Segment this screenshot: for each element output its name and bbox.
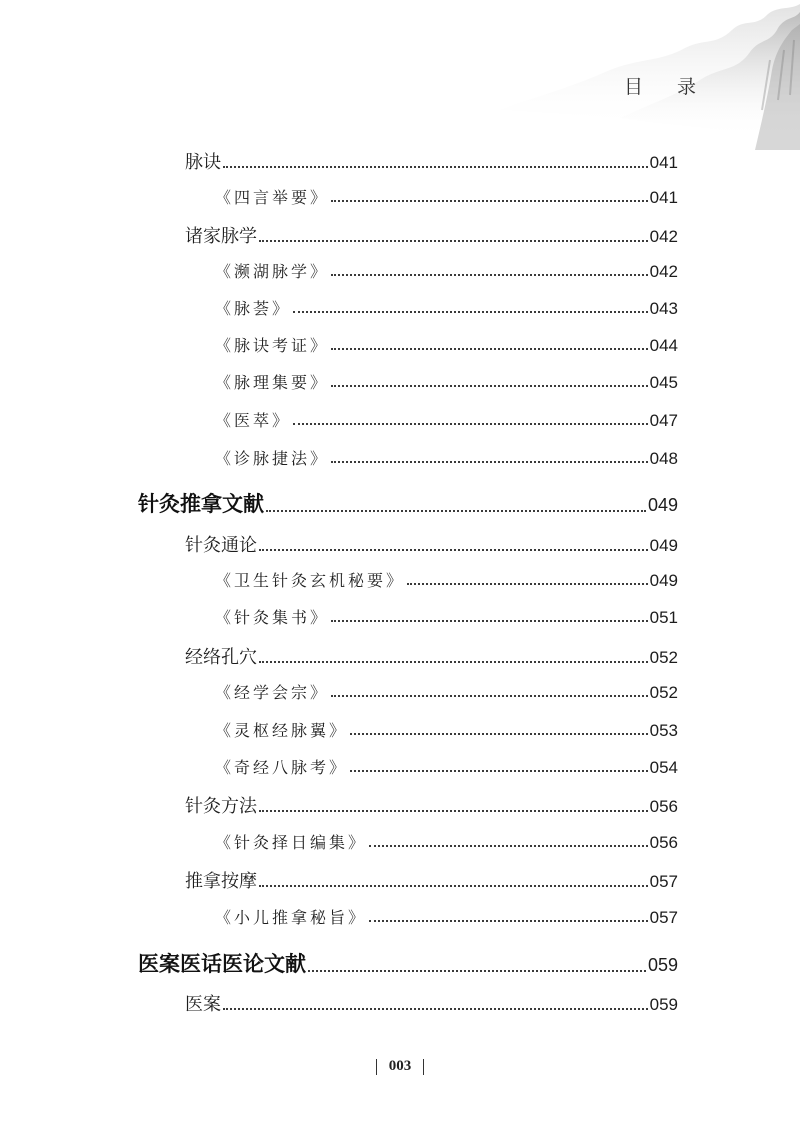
toc-book-entry[interactable] <box>215 408 678 431</box>
toc-entry-title: 医案医话医论文献 <box>138 952 306 976</box>
toc-entry-page-number: 045 <box>649 373 678 392</box>
toc-entry-page-number: 054 <box>649 758 678 777</box>
toc-entry-page-number: 049 <box>649 536 678 555</box>
toc-book-entry[interactable] <box>215 185 678 208</box>
toc-dot-leader <box>331 695 648 697</box>
toc-dot-leader <box>369 845 648 847</box>
toc-entry-title: 《医萃》 <box>215 411 292 430</box>
toc-dot-leader <box>407 583 648 585</box>
toc-book-entry[interactable] <box>215 370 678 393</box>
toc-dot-leader <box>331 274 648 276</box>
toc-entry-title: 《脉诀考证》 <box>215 336 330 355</box>
toc-subsection-entry[interactable] <box>185 990 678 1016</box>
toc-entry-page-number: 048 <box>649 449 678 468</box>
toc-dot-leader <box>293 423 648 425</box>
toc-dot-leader <box>259 810 648 812</box>
toc-entry-title: 医案 <box>185 994 221 1015</box>
toc-dot-leader <box>266 510 646 512</box>
toc-book-entry[interactable] <box>215 568 678 591</box>
toc-entry-page-number: 056 <box>649 833 678 852</box>
toc-book-entry[interactable] <box>215 605 678 628</box>
toc-subsection-entry[interactable] <box>185 792 678 818</box>
toc-book-entry[interactable] <box>215 680 678 703</box>
toc-entry-title: 《诊脉捷法》 <box>215 449 330 468</box>
toc-book-entry[interactable] <box>215 296 678 319</box>
header-title: 目 录 <box>624 76 711 98</box>
toc-entry-title: 《灵枢经脉翼》 <box>215 721 349 740</box>
toc-dot-leader <box>331 385 648 387</box>
toc-entry-page-number: 041 <box>649 153 678 172</box>
toc-entry-page-number: 052 <box>649 683 678 702</box>
toc-entry-page-number: 049 <box>647 495 678 515</box>
toc-book-entry[interactable] <box>215 905 678 928</box>
page-number: 003 <box>388 1058 412 1074</box>
toc-entry-title: 《卫生针灸玄机秘要》 <box>215 571 406 590</box>
toc-subsection-entry[interactable] <box>185 531 678 557</box>
toc-entry-title: 《奇经八脉考》 <box>215 758 349 777</box>
toc-dot-leader <box>331 461 648 463</box>
toc-dot-leader <box>308 970 646 972</box>
toc-dot-leader <box>223 166 648 168</box>
toc-entry-title: 《针灸择日编集》 <box>215 833 368 852</box>
toc-dot-leader <box>293 311 648 313</box>
toc-dot-leader <box>223 1008 648 1010</box>
toc-subsection-entry[interactable] <box>185 148 678 174</box>
toc-section-entry[interactable] <box>138 948 678 978</box>
toc-dot-leader <box>259 885 648 887</box>
toc-entry-page-number: 052 <box>649 648 678 667</box>
toc-dot-leader <box>350 733 648 735</box>
footer-left-bar <box>376 1059 377 1075</box>
toc-book-entry[interactable] <box>215 259 678 282</box>
footer-right-bar <box>423 1059 424 1075</box>
toc-subsection-entry[interactable] <box>185 643 678 669</box>
toc-entry-page-number: 043 <box>649 299 678 318</box>
toc-entry-page-number: 057 <box>649 872 678 891</box>
toc-entry-title: 推拿按摩 <box>185 871 257 892</box>
toc-book-entry[interactable] <box>215 755 678 778</box>
toc-dot-leader <box>369 920 648 922</box>
toc-book-entry[interactable] <box>215 830 678 853</box>
toc-entry-title: 针灸推拿文献 <box>138 492 264 516</box>
toc-dot-leader <box>331 620 648 622</box>
toc-entry-title: 诸家脉学 <box>185 226 257 247</box>
toc-entry-title: 《针灸集书》 <box>215 608 330 627</box>
toc-entry-title: 脉诀 <box>185 152 221 173</box>
toc-entry-title: 针灸通论 <box>185 535 257 556</box>
toc-book-entry[interactable] <box>215 333 678 356</box>
toc-dot-leader <box>259 661 648 663</box>
toc-entry-page-number: 042 <box>649 262 678 281</box>
toc-entry-page-number: 059 <box>647 955 678 975</box>
toc-entry-title: 《四言举要》 <box>215 188 330 207</box>
toc-dot-leader <box>331 348 648 350</box>
toc-entry-page-number: 049 <box>649 571 678 590</box>
toc-entry-page-number: 053 <box>649 721 678 740</box>
toc-book-entry[interactable] <box>215 446 678 469</box>
toc-dot-leader <box>259 240 648 242</box>
toc-dot-leader <box>331 200 648 202</box>
toc-entry-page-number: 041 <box>649 188 678 207</box>
toc-entry-page-number: 057 <box>649 908 678 927</box>
toc-entry-page-number: 042 <box>649 227 678 246</box>
toc-entry-title: 《小儿推拿秘旨》 <box>215 908 368 927</box>
toc-dot-leader <box>350 770 648 772</box>
toc-dot-leader <box>259 549 648 551</box>
toc-entry-page-number: 056 <box>649 797 678 816</box>
toc-entry-page-number: 051 <box>649 608 678 627</box>
toc-entry-page-number: 044 <box>649 336 678 355</box>
toc-entry-title: 针灸方法 <box>185 796 257 817</box>
toc-entry-page-number: 047 <box>649 411 678 430</box>
toc-subsection-entry[interactable] <box>185 867 678 893</box>
toc-entry-title: 《脉理集要》 <box>215 373 330 392</box>
toc-subsection-entry[interactable] <box>185 222 678 248</box>
toc-entry-title: 经络孔穴 <box>185 647 257 668</box>
toc-entry-title: 《脉荟》 <box>215 299 292 318</box>
toc-entry-title: 《濒湖脉学》 <box>215 262 330 281</box>
page-footer <box>0 1058 800 1075</box>
toc-entry-title: 《经学会宗》 <box>215 683 330 702</box>
toc-book-entry[interactable] <box>215 718 678 741</box>
toc-entry-page-number: 059 <box>649 995 678 1014</box>
toc-section-entry[interactable] <box>138 488 678 518</box>
